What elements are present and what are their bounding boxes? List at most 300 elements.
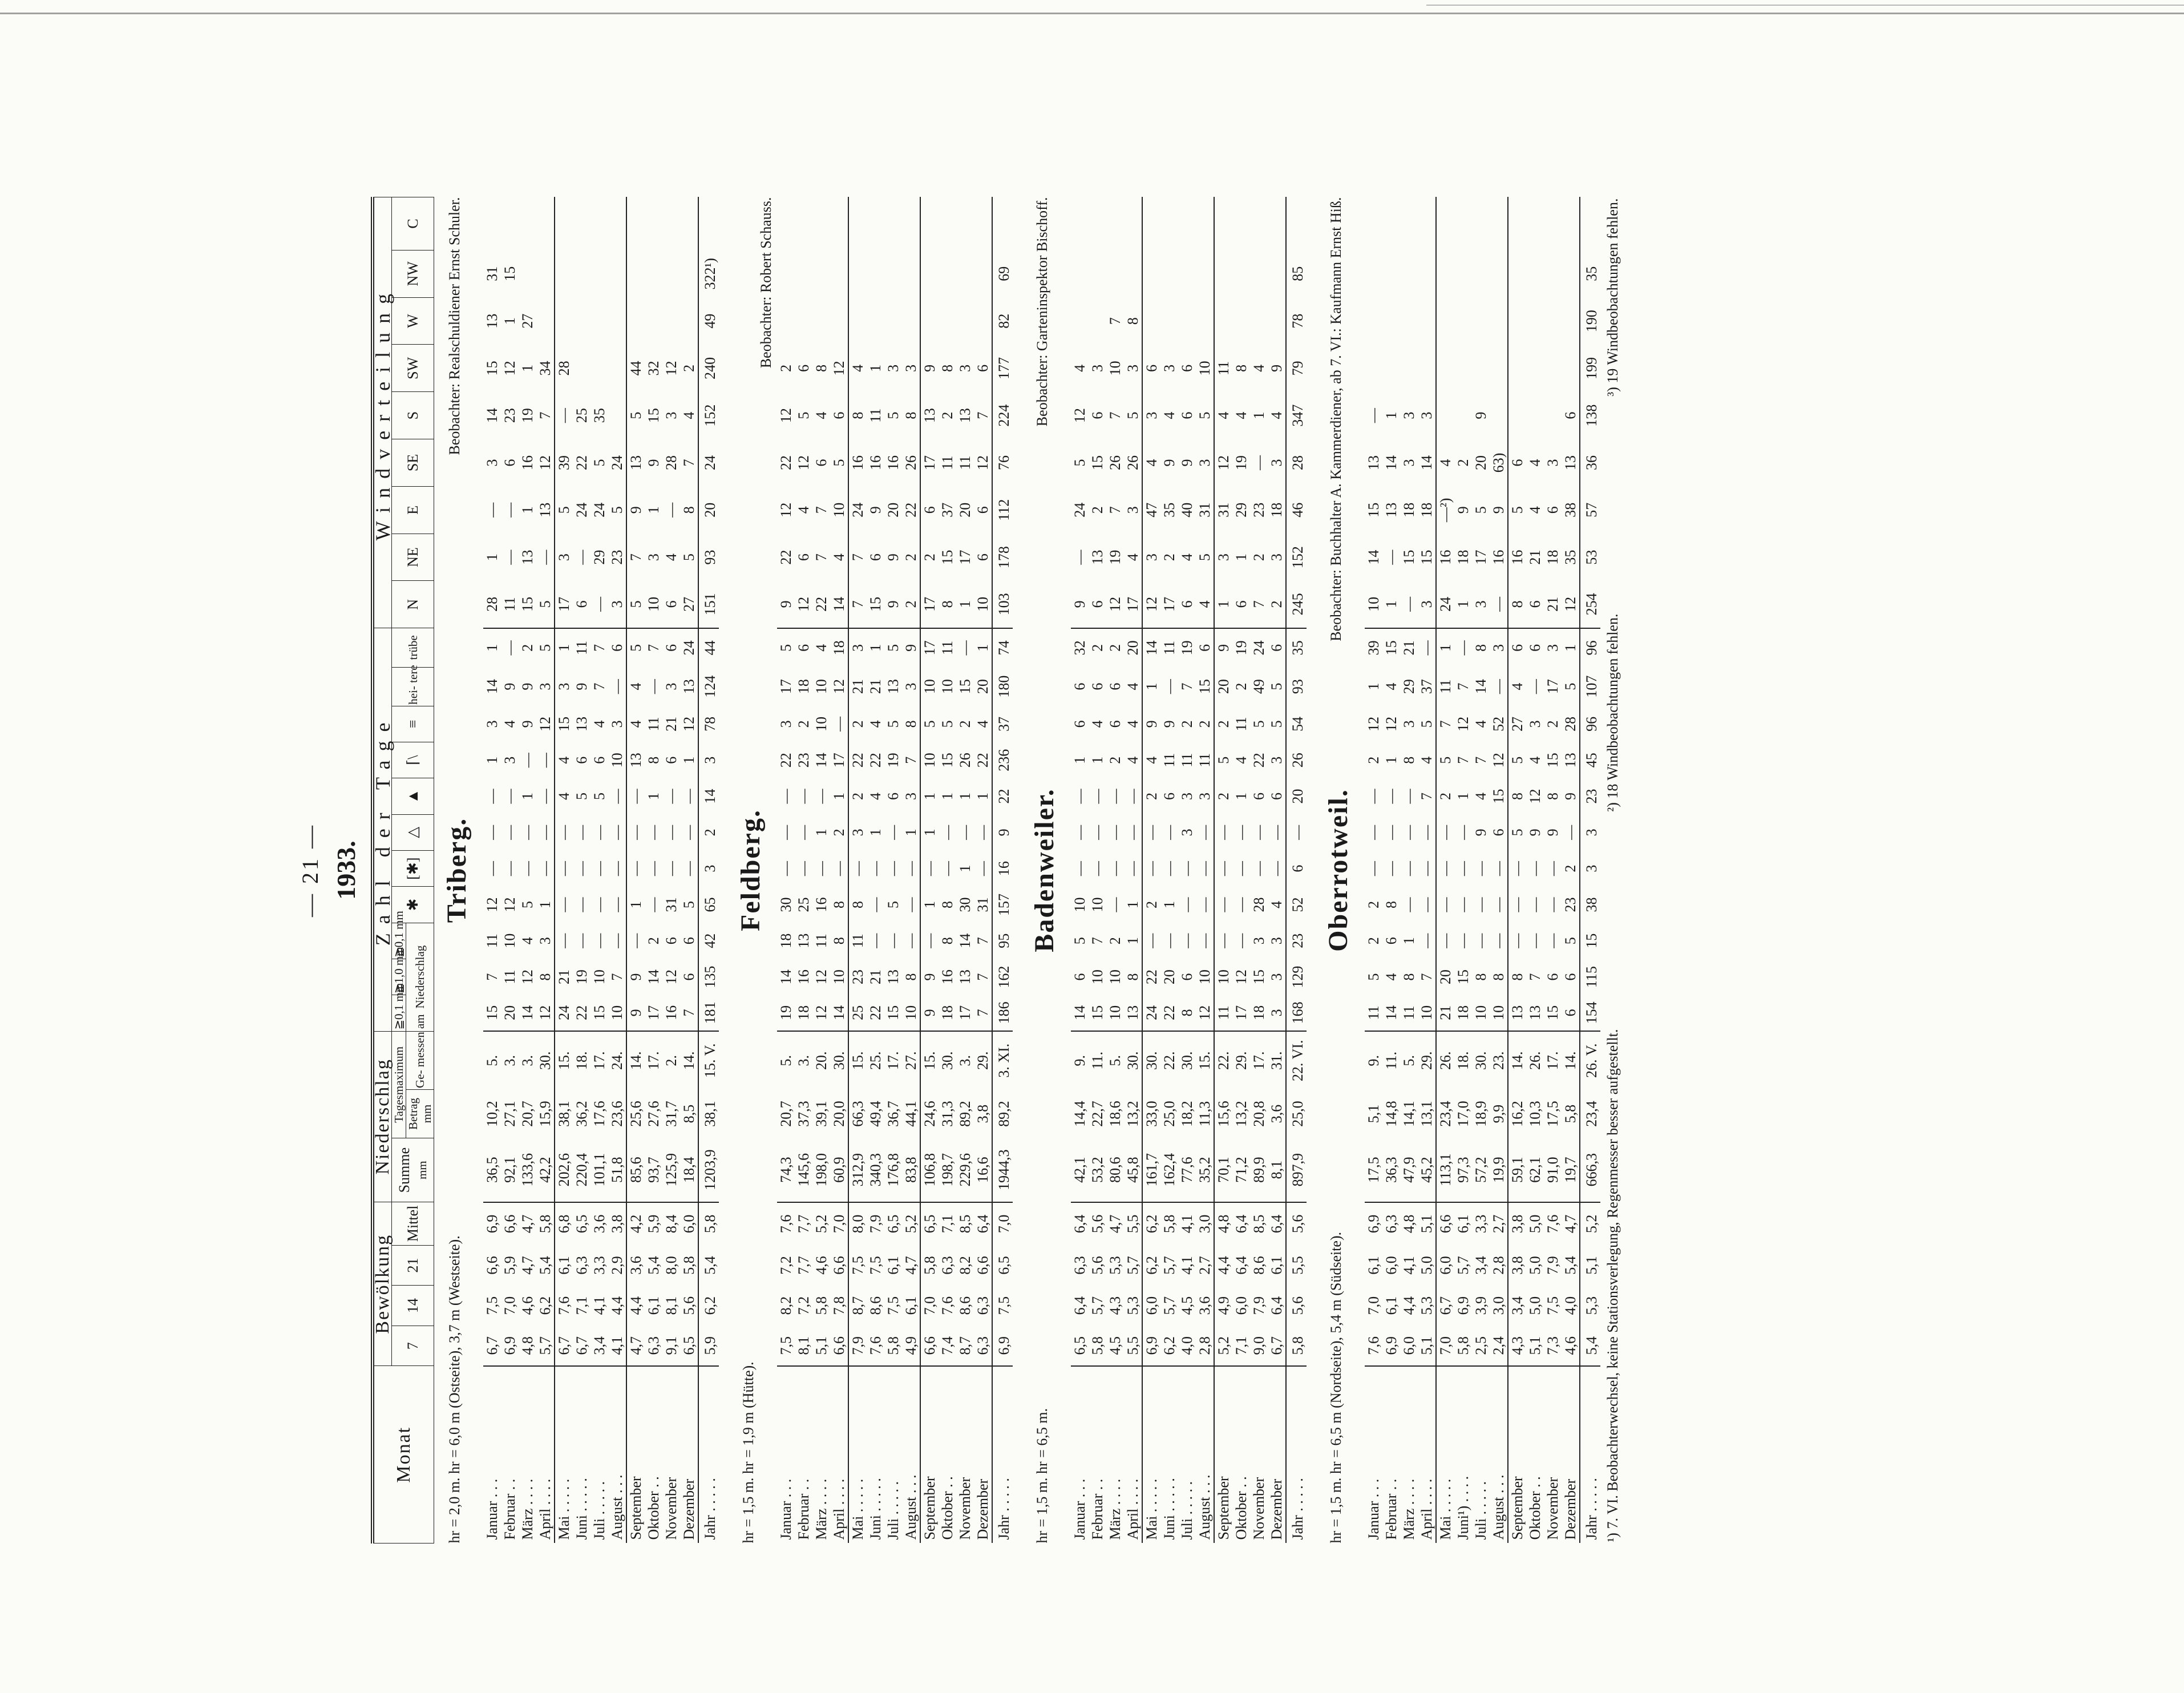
value-cell: 125,9 bbox=[662, 1138, 680, 1202]
value-cell: 4 bbox=[1268, 411, 1285, 419]
value-cell: — bbox=[1383, 789, 1400, 804]
value-cell: 35 bbox=[591, 408, 608, 423]
value-cell: 11 bbox=[813, 934, 830, 948]
value-cell: — bbox=[903, 897, 919, 912]
month-cell: März . . . . bbox=[1107, 1478, 1123, 1540]
value-cell: — bbox=[609, 861, 625, 876]
table-row bbox=[1214, 197, 1232, 1544]
value-cell: 3 bbox=[848, 814, 867, 850]
value-cell: — bbox=[1490, 679, 1507, 694]
value-cell: 6 bbox=[795, 644, 812, 652]
value-cell: 26 bbox=[1125, 455, 1141, 470]
value-cell: 3 bbox=[501, 756, 518, 764]
value-cell: 23,4 bbox=[1580, 1089, 1600, 1138]
value-cell: — bbox=[1268, 825, 1285, 840]
value-cell: 1 bbox=[1455, 793, 1471, 801]
value-cell: 8,2 bbox=[957, 1256, 973, 1275]
value-cell: 5 bbox=[1196, 553, 1213, 561]
month-cell: Jahr . . . . . bbox=[1286, 1366, 1307, 1544]
value-cell: 15 bbox=[957, 679, 973, 694]
value-cell: 2,9 bbox=[609, 1256, 625, 1275]
value-cell: 6,1 bbox=[903, 1296, 919, 1315]
month-cell: Juni . . . . . bbox=[573, 1478, 590, 1540]
value-cell: — bbox=[537, 753, 553, 768]
value-cell: 9 bbox=[519, 682, 536, 690]
value-cell: 2 bbox=[1233, 682, 1249, 690]
month-cell: Mai . . . . . bbox=[1142, 1366, 1160, 1544]
value-cell: — bbox=[1455, 640, 1471, 656]
value-cell: 10 bbox=[831, 502, 847, 518]
value-cell: 10 bbox=[609, 753, 625, 768]
value-cell: 11. bbox=[1383, 1051, 1400, 1070]
value-cell: 35 bbox=[1580, 250, 1600, 297]
value-cell: — bbox=[537, 861, 553, 876]
value-cell: 157 bbox=[992, 887, 1013, 923]
value-cell: 8,0 bbox=[848, 1202, 867, 1246]
table-row bbox=[1580, 197, 1600, 1544]
value-cell: 8,5 bbox=[681, 1104, 697, 1124]
value-cell bbox=[662, 197, 680, 250]
value-cell: 3 bbox=[555, 667, 573, 706]
value-cell: 15 bbox=[939, 549, 956, 565]
value-cell: 14,8 bbox=[1383, 1101, 1400, 1127]
value-cell: 9 bbox=[1490, 506, 1507, 514]
value-cell bbox=[608, 392, 626, 439]
value-cell: — bbox=[1490, 897, 1507, 912]
value-cell: 7,9 bbox=[867, 1214, 884, 1234]
value-cell: 1 bbox=[1161, 900, 1178, 908]
table-row bbox=[1286, 197, 1307, 1544]
col-bew-14: 14 bbox=[392, 1286, 434, 1326]
value-cell: 8 bbox=[939, 900, 956, 908]
value-cell: 25,0 bbox=[1161, 1101, 1178, 1127]
value-cell: 22 bbox=[812, 581, 830, 628]
value-cell: — bbox=[681, 789, 697, 804]
table-row bbox=[1508, 197, 1526, 1544]
value-cell bbox=[555, 297, 573, 345]
table-row bbox=[608, 197, 626, 1544]
value-cell: 16 bbox=[519, 455, 536, 470]
value-cell: 36 bbox=[1580, 439, 1600, 487]
value-cell bbox=[573, 197, 591, 250]
value-cell: 11 bbox=[848, 923, 867, 959]
value-cell: — bbox=[1527, 679, 1543, 694]
value-cell: — bbox=[1196, 825, 1213, 840]
value-cell: 12 bbox=[1106, 581, 1124, 628]
month-cell: Mai . . . . . bbox=[1436, 1366, 1454, 1544]
value-cell: 7 bbox=[903, 756, 919, 764]
value-cell bbox=[1178, 197, 1196, 250]
value-cell: 17,5 bbox=[1365, 1138, 1382, 1202]
value-cell: 49 bbox=[1251, 679, 1267, 694]
value-cell: 26 bbox=[957, 753, 973, 768]
value-cell: 6 bbox=[681, 937, 697, 945]
value-cell: 24 bbox=[591, 502, 608, 518]
value-cell: 3 bbox=[1179, 793, 1195, 801]
value-cell: 22 bbox=[1160, 995, 1178, 1031]
col-fog-icon: ≡ bbox=[392, 706, 434, 742]
col-snow-icon: ✱ bbox=[392, 887, 434, 923]
value-cell: 4,4 bbox=[1401, 1296, 1417, 1315]
table-row bbox=[680, 197, 698, 1544]
value-cell: 24,6 bbox=[920, 1089, 939, 1138]
value-cell: 4 bbox=[1125, 720, 1141, 728]
value-cell: — bbox=[1436, 814, 1454, 850]
value-cell bbox=[1250, 297, 1268, 345]
value-cell bbox=[1580, 197, 1600, 250]
value-cell: 6,9 bbox=[484, 1214, 500, 1234]
value-cell: 12 bbox=[1233, 969, 1249, 985]
value-cell: 76 bbox=[992, 439, 1013, 487]
value-cell: 21 bbox=[867, 679, 884, 694]
table-row bbox=[1071, 197, 1089, 1544]
value-cell: — bbox=[1527, 861, 1543, 876]
table-row bbox=[812, 197, 830, 1544]
value-cell: 6,3 bbox=[974, 1296, 991, 1315]
value-cell: 4,3 bbox=[1508, 1326, 1526, 1366]
value-cell: 22 bbox=[974, 753, 991, 768]
value-cell: — bbox=[1071, 549, 1088, 565]
value-cell: 6 bbox=[867, 553, 884, 561]
value-cell bbox=[795, 197, 812, 250]
value-cell: 1 bbox=[903, 829, 919, 837]
value-cell: 5,8 bbox=[920, 1245, 939, 1286]
value-cell: 14 bbox=[813, 753, 830, 768]
value-cell: 4,0 bbox=[1562, 1296, 1579, 1315]
value-cell: 11 bbox=[867, 408, 884, 423]
value-cell: 7 bbox=[813, 553, 830, 561]
value-cell: 35 bbox=[1562, 549, 1579, 565]
value-cell: 1 bbox=[974, 793, 991, 801]
value-cell: 23 bbox=[795, 753, 812, 768]
value-cell: 97,3 bbox=[1454, 1138, 1472, 1202]
value-cell: 3 bbox=[1580, 814, 1600, 850]
value-cell: 6,3 bbox=[939, 1256, 956, 1275]
col-ns-01: ≧0,1 mm bbox=[392, 995, 406, 1031]
value-cell: 1 bbox=[519, 364, 536, 372]
value-cell: 8 bbox=[831, 937, 847, 945]
value-cell: 4,1 bbox=[1401, 1256, 1417, 1275]
value-cell: 15 bbox=[939, 753, 956, 768]
value-cell: 7 bbox=[1455, 682, 1471, 690]
value-cell: — bbox=[626, 814, 645, 850]
value-cell: 16 bbox=[939, 969, 956, 985]
value-cell: — bbox=[591, 581, 608, 628]
value-cell: 4 bbox=[1196, 581, 1214, 628]
value-cell: 2,8 bbox=[1490, 1256, 1507, 1275]
value-cell: 37 bbox=[992, 706, 1013, 742]
value-cell: 6,1 bbox=[645, 1296, 662, 1315]
value-cell bbox=[992, 197, 1013, 250]
value-cell: 11 bbox=[1365, 995, 1382, 1031]
value-cell: 1 bbox=[1125, 900, 1141, 908]
value-cell: 2 bbox=[903, 553, 919, 561]
value-cell: 6 bbox=[1071, 720, 1088, 728]
value-cell bbox=[1382, 250, 1400, 297]
value-cell: 30. bbox=[1142, 1031, 1160, 1089]
value-cell: 2 bbox=[1107, 937, 1123, 945]
value-cell: 11 bbox=[939, 455, 956, 470]
value-cell: 5 bbox=[1125, 411, 1141, 419]
table-row bbox=[1472, 197, 1490, 1544]
table-row bbox=[974, 197, 992, 1544]
value-cell bbox=[555, 250, 573, 297]
value-cell: 6,9 bbox=[501, 1326, 519, 1366]
value-cell: — bbox=[1436, 923, 1454, 959]
value-cell: 3,8 bbox=[1508, 1202, 1526, 1246]
value-cell: 11 bbox=[1161, 753, 1178, 767]
value-cell: 6,4 bbox=[1233, 1214, 1249, 1234]
value-cell: 38,1 bbox=[555, 1089, 573, 1138]
value-cell bbox=[1089, 250, 1106, 297]
value-cell: 1 bbox=[1125, 937, 1141, 945]
value-cell: 7,2 bbox=[795, 1296, 812, 1315]
value-cell: — bbox=[1233, 897, 1249, 912]
value-cell: 31 bbox=[1214, 486, 1232, 534]
value-cell: — bbox=[501, 861, 518, 876]
month-cell: Mai . . . . . bbox=[848, 1366, 867, 1544]
value-cell: 1 bbox=[1233, 553, 1249, 561]
month-cell: Jahr . . . . . bbox=[698, 1366, 719, 1544]
value-cell: — bbox=[663, 502, 680, 518]
value-cell: 666,3 bbox=[1580, 1138, 1600, 1202]
value-cell: 12 bbox=[831, 361, 847, 376]
value-cell: — bbox=[645, 897, 662, 912]
value-cell: 23,6 bbox=[609, 1101, 625, 1127]
value-cell: 20,8 bbox=[1251, 1101, 1267, 1127]
value-cell: 17 bbox=[778, 679, 794, 694]
value-cell: 44 bbox=[626, 345, 645, 392]
value-cell: 5,4 bbox=[537, 1256, 553, 1275]
table-row bbox=[956, 197, 974, 1544]
value-cell: 24 bbox=[1071, 502, 1088, 518]
value-cell: 7,7 bbox=[795, 1214, 812, 1234]
col-wind-nw: NW bbox=[392, 250, 434, 297]
value-cell: 17 bbox=[1544, 679, 1561, 694]
value-cell: 22,7 bbox=[1089, 1101, 1106, 1127]
value-cell: — bbox=[537, 789, 553, 804]
month-cell: September bbox=[1214, 1366, 1232, 1544]
value-cell: — bbox=[1161, 933, 1178, 948]
value-cell bbox=[1250, 197, 1268, 250]
value-cell bbox=[591, 345, 608, 392]
col-wind-c: C bbox=[392, 197, 434, 250]
value-cell bbox=[1436, 297, 1454, 345]
value-cell: 17. bbox=[885, 1051, 901, 1070]
value-cell: 4 bbox=[555, 742, 573, 778]
value-cell: 1 bbox=[1454, 581, 1472, 628]
value-cell: 2 bbox=[920, 534, 939, 581]
value-cell: — bbox=[1251, 825, 1267, 840]
value-cell: 3 bbox=[663, 411, 680, 419]
value-cell bbox=[483, 197, 501, 250]
value-cell: 5. bbox=[1107, 1054, 1123, 1066]
value-cell: 5 bbox=[626, 628, 645, 667]
observer-note: Beobachter: Realschuldiener Ernst Schuler. bbox=[446, 197, 463, 455]
value-cell: 4 bbox=[591, 720, 608, 728]
value-cell: — bbox=[1436, 850, 1454, 886]
value-cell: 6,9 bbox=[1142, 1326, 1160, 1366]
value-cell: 1 bbox=[1251, 411, 1267, 419]
value-cell: 19 bbox=[1107, 549, 1123, 565]
value-cell: 897,9 bbox=[1286, 1138, 1307, 1202]
value-cell: 3 bbox=[1401, 720, 1417, 728]
value-cell: — bbox=[1508, 850, 1526, 886]
value-cell: — bbox=[573, 897, 590, 912]
value-cell: 5 bbox=[626, 392, 645, 439]
month-cell: April . . . . bbox=[537, 1478, 553, 1540]
value-cell: 21 bbox=[1544, 581, 1562, 628]
value-cell: 6,4 bbox=[1233, 1256, 1249, 1275]
value-cell: 5,7 bbox=[1089, 1296, 1106, 1315]
value-cell: 8,7 bbox=[848, 1286, 867, 1326]
month-cell: April . . . . bbox=[831, 1478, 847, 1540]
value-cell: 13 bbox=[1508, 995, 1526, 1031]
value-cell: 23 bbox=[1286, 923, 1307, 959]
value-cell: — bbox=[1527, 897, 1543, 912]
value-cell: 11 bbox=[957, 455, 973, 470]
value-cell: 9 bbox=[501, 682, 518, 690]
value-cell: 12 bbox=[681, 716, 697, 732]
value-cell: 19 bbox=[519, 408, 536, 423]
value-cell: — bbox=[501, 549, 518, 565]
value-cell: 6 bbox=[1508, 628, 1526, 667]
value-cell: 14 bbox=[1142, 628, 1160, 667]
value-cell: 14. bbox=[1562, 1051, 1579, 1070]
value-cell: 5,7 bbox=[536, 1326, 555, 1366]
value-cell: 8 bbox=[681, 506, 697, 514]
value-cell: 6 bbox=[1089, 411, 1106, 419]
value-cell: 19,7 bbox=[1562, 1138, 1580, 1202]
value-cell: 3 bbox=[1196, 793, 1213, 801]
value-cell: 79 bbox=[1286, 345, 1307, 392]
station-triberg bbox=[434, 197, 484, 1544]
value-cell: — bbox=[1473, 933, 1489, 948]
value-cell: 9,9 bbox=[1490, 1104, 1507, 1124]
value-cell: — bbox=[1107, 825, 1123, 840]
value-cell: 13 bbox=[1089, 549, 1106, 565]
value-cell: 28 bbox=[663, 455, 680, 470]
table-row bbox=[1382, 197, 1400, 1544]
value-cell: 20 bbox=[1125, 640, 1141, 656]
value-cell: 7 bbox=[680, 995, 698, 1031]
value-cell: 93 bbox=[698, 534, 719, 581]
col-heiter: hei- tere bbox=[392, 667, 434, 706]
value-cell: 3 bbox=[1089, 364, 1106, 372]
value-cell: 29. bbox=[974, 1051, 991, 1070]
value-cell: 93 bbox=[1286, 667, 1307, 706]
value-cell: 5 bbox=[778, 644, 794, 652]
col-ns-snow: ≧0,1 mm bbox=[392, 923, 406, 959]
table-row bbox=[992, 197, 1013, 1544]
value-cell: 3 bbox=[1490, 644, 1507, 652]
value-cell: — bbox=[1179, 861, 1195, 876]
value-cell: 4,2 bbox=[626, 1202, 645, 1246]
value-cell: 8 bbox=[939, 364, 956, 372]
value-cell: — bbox=[609, 933, 625, 948]
value-cell: 7 bbox=[609, 973, 625, 981]
value-cell: 14 bbox=[1365, 549, 1382, 565]
value-cell bbox=[1382, 297, 1400, 345]
value-cell: 2 bbox=[1179, 720, 1195, 728]
value-cell: 145,6 bbox=[795, 1138, 812, 1202]
value-cell: — bbox=[1418, 825, 1435, 840]
value-cell: 1 bbox=[867, 364, 884, 372]
value-cell bbox=[812, 197, 830, 250]
value-cell: 5,0 bbox=[1527, 1256, 1543, 1275]
value-cell: 15 bbox=[501, 266, 518, 281]
value-cell: 33,0 bbox=[1142, 1089, 1160, 1138]
value-cell: 27 bbox=[1508, 706, 1526, 742]
value-cell: 28 bbox=[1562, 716, 1579, 732]
value-cell: 8 bbox=[537, 973, 553, 981]
value-cell bbox=[1490, 197, 1508, 250]
value-cell: 32 bbox=[645, 361, 662, 376]
value-cell bbox=[680, 197, 698, 250]
value-cell: 17 bbox=[920, 628, 939, 667]
value-cell: 42,2 bbox=[536, 1138, 555, 1202]
value-cell: 63) bbox=[1490, 452, 1507, 473]
value-cell: 5,0 bbox=[1527, 1296, 1543, 1315]
value-cell: 1 bbox=[867, 644, 884, 652]
value-cell: 11. bbox=[1089, 1051, 1106, 1070]
value-cell: 6,2 bbox=[1142, 1245, 1160, 1286]
value-cell: 18. bbox=[573, 1051, 590, 1070]
value-cell: 6,2 bbox=[1160, 1326, 1178, 1366]
value-cell: — bbox=[645, 825, 662, 840]
value-cell: 29. bbox=[1418, 1051, 1435, 1070]
value-cell bbox=[1382, 197, 1400, 250]
value-cell: — bbox=[1233, 825, 1249, 840]
value-cell: 1 bbox=[1383, 411, 1400, 419]
value-cell: 2 bbox=[939, 411, 956, 419]
col-graupel-icon: ▲ bbox=[392, 778, 434, 814]
value-cell: 6,0 bbox=[1400, 1326, 1418, 1366]
value-cell: 135 bbox=[698, 959, 719, 995]
value-cell: 14 bbox=[1418, 455, 1435, 470]
value-cell bbox=[1142, 297, 1160, 345]
table-row bbox=[536, 197, 555, 1544]
value-cell: 11 bbox=[501, 969, 518, 984]
value-cell: 23 bbox=[609, 549, 625, 565]
value-cell: 3 bbox=[957, 364, 973, 372]
value-cell: 9 bbox=[626, 959, 645, 995]
value-cell: 198,7 bbox=[939, 1138, 956, 1202]
value-cell: 10 bbox=[1107, 969, 1123, 985]
value-cell: 18 bbox=[1250, 995, 1268, 1031]
value-cell bbox=[1544, 392, 1562, 439]
value-cell: 6,5 bbox=[573, 1214, 590, 1234]
value-cell: 10 bbox=[1365, 581, 1382, 628]
value-cell bbox=[884, 250, 902, 297]
value-cell: 20 bbox=[1214, 667, 1232, 706]
value-cell: 186 bbox=[992, 995, 1013, 1031]
value-cell: — bbox=[1125, 861, 1141, 876]
value-cell: 2 bbox=[1107, 756, 1123, 764]
value-cell bbox=[1490, 297, 1508, 345]
value-cell: 13,1 bbox=[1418, 1101, 1435, 1127]
value-cell: 6 bbox=[974, 506, 991, 514]
value-cell: 240 bbox=[698, 345, 719, 392]
value-cell: 5,2 bbox=[813, 1214, 830, 1234]
value-cell: — bbox=[1365, 408, 1382, 423]
value-cell: 5 bbox=[591, 793, 608, 801]
value-cell bbox=[902, 197, 920, 250]
instrument-note: hr = 1,5 m. hr = 1,9 m (Hütte). bbox=[740, 1361, 757, 1544]
value-cell: 17,6 bbox=[591, 1101, 608, 1127]
value-cell: 9 bbox=[884, 581, 902, 628]
value-cell bbox=[1508, 392, 1526, 439]
